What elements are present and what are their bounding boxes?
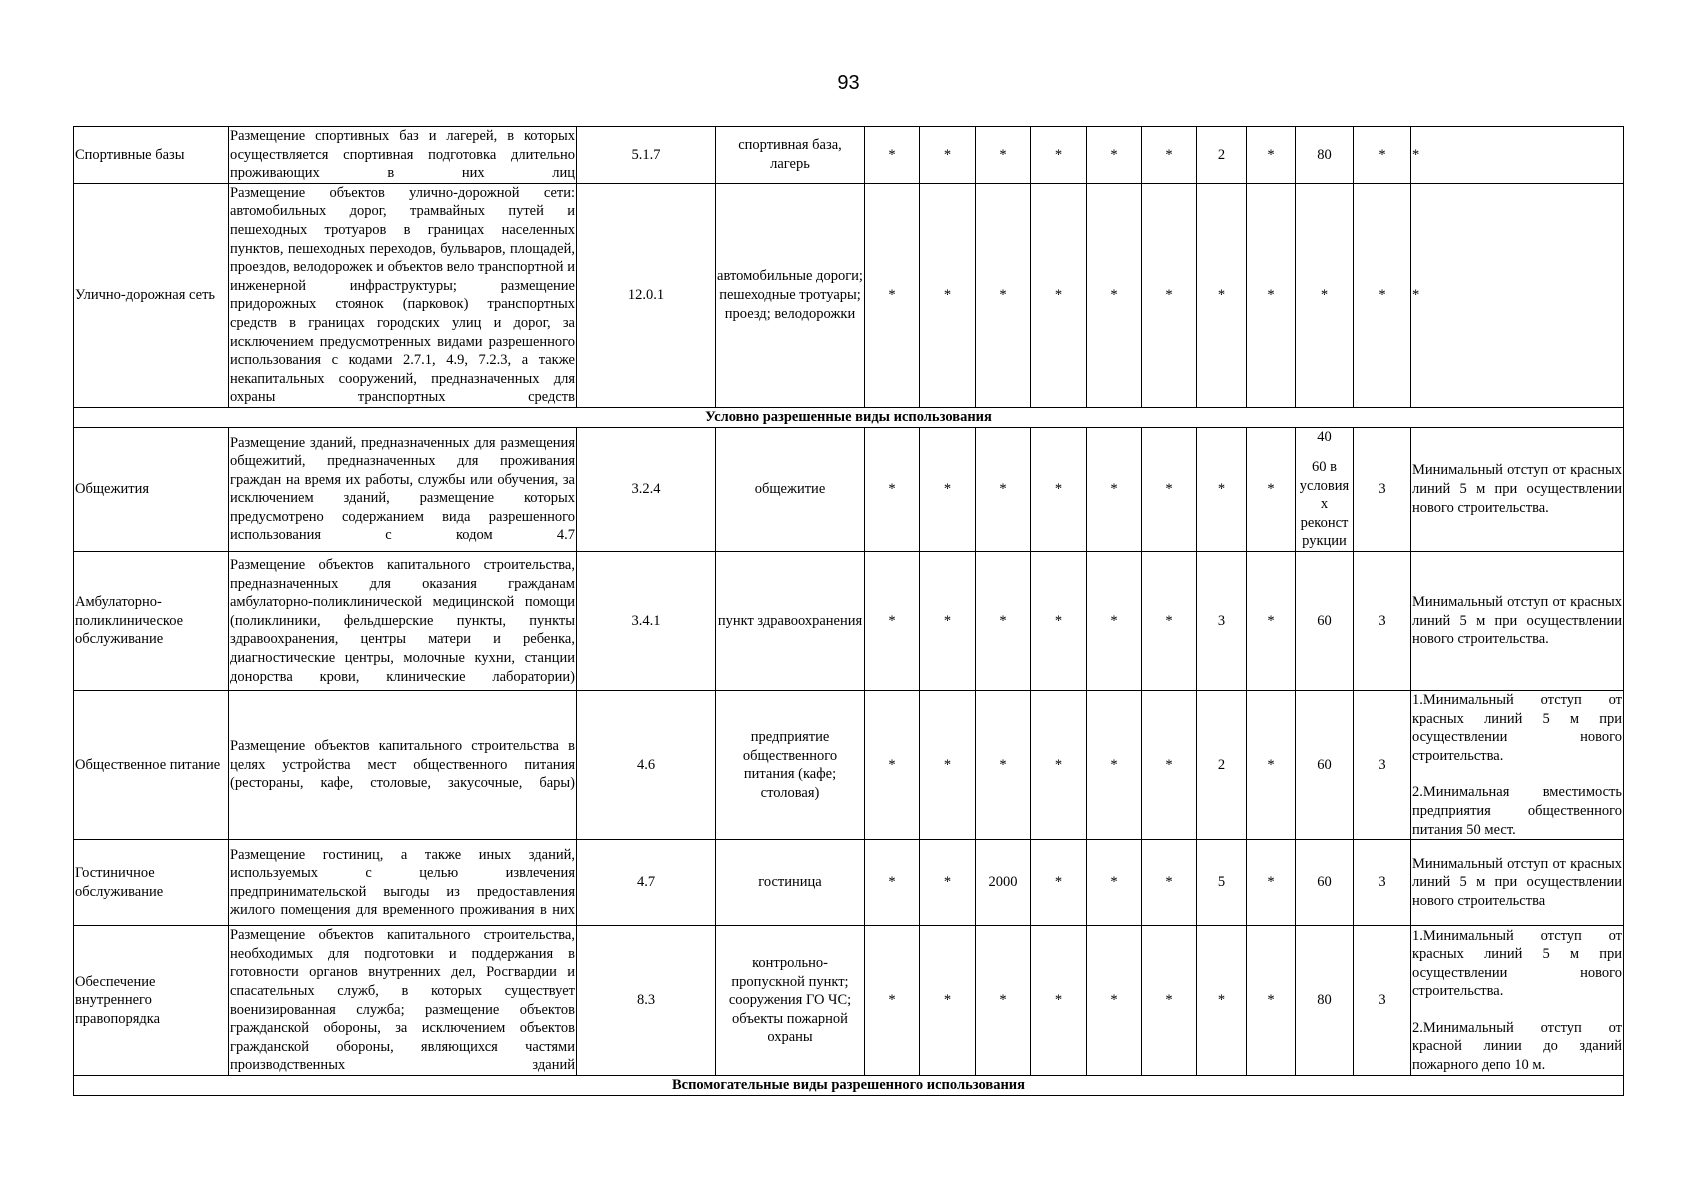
- param-value: *: [920, 926, 976, 1076]
- note-paragraph: Минимальный отступ от красных линий 5 м при осуществлении нового строительства.: [1412, 594, 1622, 648]
- param-value: *: [1087, 183, 1142, 407]
- section-auxiliary-title: Вспомогательные виды разрешенного использования: [74, 1075, 1624, 1095]
- use-description: Размещение объектов капитального строительства, необходимых для подготовки и поддержания в готовности органов внутренних дел, Росгвардии и спасательных служб, в которых существует военизированная служба; размещение объектов гражданской обороны, за исключением объектов гражданской обороны, являющихся частями производственных зданий: [229, 926, 577, 1076]
- param-value: *: [1087, 427, 1142, 552]
- land-use-table: [73, 126, 1624, 1096]
- param-value: *: [920, 427, 976, 552]
- section-row: [74, 1075, 1624, 1095]
- param-value: *: [1247, 926, 1296, 1076]
- table-row: [74, 127, 1624, 184]
- table-row: [74, 427, 1624, 552]
- param-value: *: [1197, 183, 1247, 407]
- param-value: *: [1031, 183, 1087, 407]
- param-value: *: [920, 552, 976, 691]
- param-value: *: [1031, 691, 1087, 840]
- table-row: [74, 926, 1624, 1076]
- page-number: 93: [837, 72, 860, 94]
- param-value: *: [1087, 840, 1142, 926]
- use-object: спортивная база, лагерь: [716, 127, 865, 184]
- param-value: 60: [1296, 691, 1354, 840]
- param-value: *: [1031, 427, 1087, 552]
- use-code: 3.2.4: [577, 427, 716, 552]
- use-description: Размещение гостиниц, а также иных зданий, используемых с целью извлечения предпринимательской выгоды из предоставления жилого помещения для временного проживания в них: [229, 840, 577, 926]
- param-value: *: [1142, 926, 1197, 1076]
- param-value: *: [865, 840, 920, 926]
- use-object: предприятие общественного питания (кафе; столовая): [716, 691, 865, 840]
- use-code: 12.0.1: [577, 183, 716, 407]
- use-description: Размещение объектов капитального строительства в целях устройства мест общественного питания (рестораны, кафе, столовые, закусочные, бары): [229, 691, 577, 840]
- param-value: *: [1142, 552, 1197, 691]
- use-code: 4.6: [577, 691, 716, 840]
- use-name: Улично-дорожная сеть: [74, 183, 229, 407]
- use-name: Амбулаторно-поликлиническое обслуживание: [74, 552, 229, 691]
- coverage-line: х: [1320, 496, 1329, 513]
- param-value: *: [1197, 926, 1247, 1076]
- use-description: Размещение объектов улично-дорожной сети: автомобильных дорог, трамвайных путей и пешеходных тротуаров в границах населенных пунктов, пешеходных переходов, бульваров, площадей, проездов, велодорожек и объектов вело транспортной и инженерной инфраструктуры; размещение придорожных стоянок (парковок) транспортных средств в границах городских улиц и дорог, за исключением предусмотренных видами разрешенного использования с кодами 2.7.1, 4.9, 7.2.3, а также некапитальных сооружений, предназначенных для охраны транспортных средств: [229, 183, 577, 407]
- param-value: *: [976, 926, 1031, 1076]
- param-value: *: [865, 691, 920, 840]
- use-object: гостиница: [716, 840, 865, 926]
- param-value: *: [1247, 552, 1296, 691]
- param-value: *: [1296, 183, 1354, 407]
- param-value: *: [1247, 840, 1296, 926]
- param-value: *: [1142, 840, 1197, 926]
- param-value: *: [1031, 552, 1087, 691]
- param-value: 2: [1197, 691, 1247, 840]
- param-value: 3: [1354, 926, 1411, 1076]
- note-paragraph: 1.Минимальный отступ от красных линий 5 м при осуществлении нового строительства.: [1412, 692, 1622, 764]
- param-value: 3: [1354, 427, 1411, 552]
- param-value: *: [976, 427, 1031, 552]
- param-value: 5: [1197, 840, 1247, 926]
- param-value: *: [920, 183, 976, 407]
- coverage-stack: [1297, 428, 1352, 552]
- param-value: *: [1031, 127, 1087, 184]
- use-code: 4.7: [577, 840, 716, 926]
- param-value: *: [865, 427, 920, 552]
- use-description: Размещение объектов капитального строительства, предназначенных для оказания гражданам амбулаторно-поликлинической медицинской помощи (поликлиники, фельдшерские пункты, пункты здравоохранения, центры матери и ребенка, диагностические центры, молочные кухни, станции донорства крови, клинические лаборатории): [229, 552, 577, 691]
- table-row: [74, 691, 1624, 840]
- param-value: 3: [1197, 552, 1247, 691]
- param-value: *: [1247, 183, 1296, 407]
- param-value: *: [920, 840, 976, 926]
- table-row: [74, 840, 1624, 926]
- param-value: 80: [1296, 127, 1354, 184]
- use-code: 8.3: [577, 926, 716, 1076]
- use-name: Спортивные базы: [74, 127, 229, 184]
- use-note: [1411, 427, 1624, 552]
- param-value: *: [1142, 427, 1197, 552]
- use-code: 5.1.7: [577, 127, 716, 184]
- note-paragraph: 2.Минимальная вместимость предприятия общественного питания 50 мест.: [1412, 784, 1622, 838]
- param-value: *: [976, 127, 1031, 184]
- section-row: [74, 407, 1624, 427]
- use-object: общежитие: [716, 427, 865, 552]
- param-value: *: [1087, 691, 1142, 840]
- use-note: [1411, 840, 1624, 926]
- coverage-cell: [1296, 427, 1354, 552]
- param-value: *: [1031, 840, 1087, 926]
- coverage-line: 60 в: [1312, 459, 1337, 476]
- note-paragraph: 2.Минимальный отступ от красной линии до зданий пожарного депо 10 м.: [1412, 1019, 1622, 1074]
- use-code: 3.4.1: [577, 552, 716, 691]
- use-description: Размещение зданий, предназначенных для размещения общежитий, предназначенных для проживания граждан на время их работы, службы или обучения, за исключением зданий, размещение которых предусмотрено содержанием вида разрешенного использования с кодом 4.7: [229, 427, 577, 552]
- section-conditional-title: Условно разрешенные виды использования: [74, 407, 1624, 427]
- use-note: *: [1411, 127, 1624, 184]
- coverage-line: 40: [1317, 428, 1332, 445]
- param-value: *: [976, 691, 1031, 840]
- use-name: Обеспечение внутреннего правопорядка: [74, 926, 229, 1076]
- param-value: 3: [1354, 691, 1411, 840]
- param-value: *: [1142, 691, 1197, 840]
- param-value: *: [1142, 127, 1197, 184]
- note-paragraph: 1.Минимальный отступ от красных линий 5 м при осуществлении нового строительства.: [1412, 927, 1622, 1000]
- param-value: *: [1087, 926, 1142, 1076]
- note-paragraph: Минимальный отступ от красных линий 5 м при осуществлении нового строительства: [1412, 855, 1622, 910]
- param-value: *: [1142, 183, 1197, 407]
- param-value: 2: [1197, 127, 1247, 184]
- param-value: *: [976, 183, 1031, 407]
- param-value: *: [976, 552, 1031, 691]
- param-value: *: [920, 127, 976, 184]
- coverage-line: рукции: [1302, 533, 1347, 550]
- coverage-line: условия: [1299, 477, 1350, 494]
- use-name: Общественное питание: [74, 691, 229, 840]
- param-value: *: [1247, 691, 1296, 840]
- param-value: *: [1247, 427, 1296, 552]
- param-value: 60: [1296, 840, 1354, 926]
- param-value: *: [865, 183, 920, 407]
- param-value: *: [1247, 127, 1296, 184]
- use-object: контрольно-пропускной пункт; сооружения ГО ЧС; объекты пожарной охраны: [716, 926, 865, 1076]
- table-row: [74, 183, 1624, 407]
- use-object: автомобильные дороги; пешеходные тротуары; проезд; велодорожки: [716, 183, 865, 407]
- param-value: *: [1087, 552, 1142, 691]
- use-name: Общежития: [74, 427, 229, 552]
- param-value: *: [1031, 926, 1087, 1076]
- param-value: *: [1197, 427, 1247, 552]
- param-value: 80: [1296, 926, 1354, 1076]
- param-value: *: [1354, 183, 1411, 407]
- use-name: Гостиничное обслуживание: [74, 840, 229, 926]
- use-note: [1411, 552, 1624, 691]
- param-value: *: [1087, 127, 1142, 184]
- coverage-line: реконст: [1300, 514, 1349, 531]
- note-paragraph: Минимальный отступ от красных линий 5 м при осуществлении нового строительства.: [1412, 462, 1622, 516]
- param-value: 60: [1296, 552, 1354, 691]
- use-description: Размещение спортивных баз и лагерей, в которых осуществляется спортивная подготовка длительно проживающих в них лиц: [229, 127, 577, 184]
- param-value: *: [1354, 127, 1411, 184]
- param-value: *: [865, 552, 920, 691]
- param-value: *: [920, 691, 976, 840]
- use-note: [1411, 926, 1624, 1076]
- param-value: *: [865, 926, 920, 1076]
- param-value: 3: [1354, 840, 1411, 926]
- use-note: *: [1411, 183, 1624, 407]
- param-value: 3: [1354, 552, 1411, 691]
- use-object: пункт здравоохранения: [716, 552, 865, 691]
- param-value: 2000: [976, 840, 1031, 926]
- use-note: [1411, 691, 1624, 840]
- param-value: *: [865, 127, 920, 184]
- table-row: [74, 552, 1624, 691]
